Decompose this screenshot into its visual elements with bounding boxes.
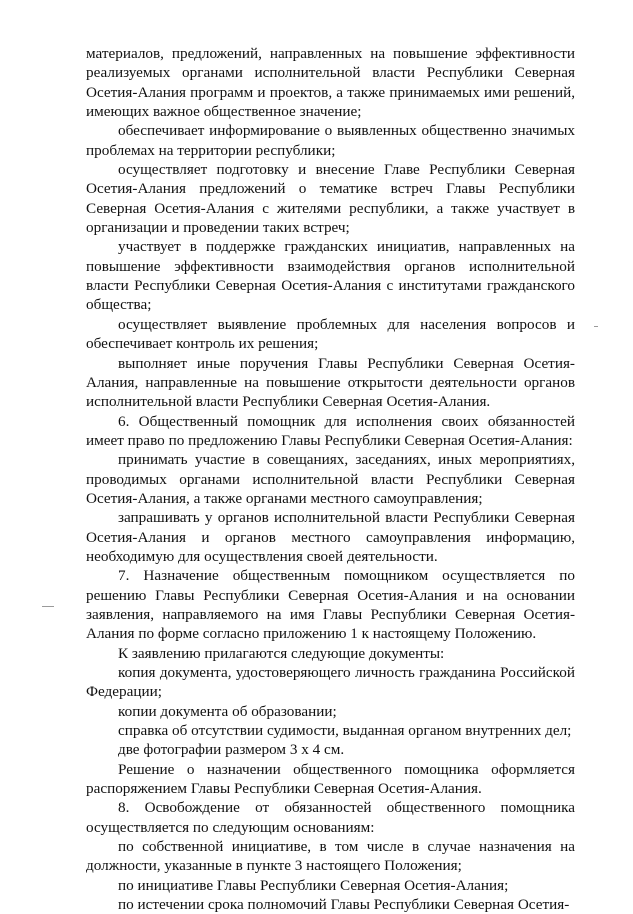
scan-mark-left xyxy=(42,606,54,607)
document-body xyxy=(86,44,575,914)
document-paragraph: принимать участие в совещаниях, заседаниях, иных мероприятиях, проводимых органами исполнительной власти Республики Северная Осетия-Алания, а также органами местного самоуправления; xyxy=(86,451,575,507)
document-paragraph: по собственной инициативе, в том числе в случае назначения на должности, указанные в пункте 3 настоящего Положения; xyxy=(86,838,575,875)
document-paragraph: копии документа об образовании; xyxy=(118,702,337,720)
document-paragraph: две фотографии размером 3 х 4 см. xyxy=(118,741,345,759)
document-paragraph: обеспечивает информирование о выявленных общественно значимых проблемах на территории республики; xyxy=(86,122,575,159)
document-paragraph: участвует в поддержке гражданских инициатив, направленных на повышение эффективности взаимодействия органов исполнительной власти Республики Северная Осетия-Алания с институтами гражданского общества; xyxy=(86,238,575,314)
document-paragraph: материалов, предложений, направленных на повышение эффективности реализуемых органами исполнительной власти Республики Северная Осетия-Алания программ и проектов, а также принимаемых ими решений, имеющих важное общественное значение; xyxy=(86,45,575,121)
document-paragraph: 6. Общественный помощник для исполнения своих обязанностей имеет право по предложению Главы Республики Северная Осетия-Алания: xyxy=(86,412,575,449)
document-paragraph: осуществляет подготовку и внесение Главе Республики Северная Осетия-Алания предложений о тематике встреч Главы Республики Северная Осетия-Алания с жителями республики, а также участвует в организации и проведении таких встреч; xyxy=(86,161,575,237)
scan-mark-right xyxy=(594,326,598,327)
document-paragraph: справка об отсутствии судимости, выданная органом внутренних дел; xyxy=(118,722,572,740)
document-paragraph: по инициативе Главы Республики Северная Осетия-Алания; xyxy=(118,876,509,894)
document-paragraph: по истечении срока полномочий Главы Республики Северная Осетия- xyxy=(118,896,570,914)
document-paragraph: выполняет иные поручения Главы Республики Северная Осетия-Алания, направленные на повышение открытости деятельности органов исполнительной власти Республики Северная Осетия-Алания. xyxy=(86,354,575,411)
document-paragraph: 8. Освобождение от обязанностей общественного помощника осуществляется по следующим основаниям: xyxy=(86,799,575,836)
document-paragraph: копия документа, удостоверяющего личность гражданина Российской Федерации; xyxy=(86,664,575,701)
document-paragraph: Решение о назначении общественного помощника оформляется распоряжением Главы Республики Северная Осетия-Алания. xyxy=(86,760,575,798)
document-paragraph: К заявлению прилагаются следующие документы: xyxy=(118,644,445,662)
document-paragraph: осуществляет выявление проблемных для населения вопросов и обеспечивает контроль их решения; xyxy=(86,315,575,353)
document-paragraph: запрашивать у органов исполнительной власти Республики Северная Осетия-Алания и органов местного самоуправления информацию, необходимую для осуществления своей деятельности. xyxy=(86,509,575,565)
document-paragraph: 7. Назначение общественным помощником осуществляется по решению Главы Республики Северная Осетия-Алания и на основании заявления, направляемого на имя Главы Республики Северная Осетия-Алания по форме согласно приложению 1 к настоящему Положению. xyxy=(86,567,575,643)
